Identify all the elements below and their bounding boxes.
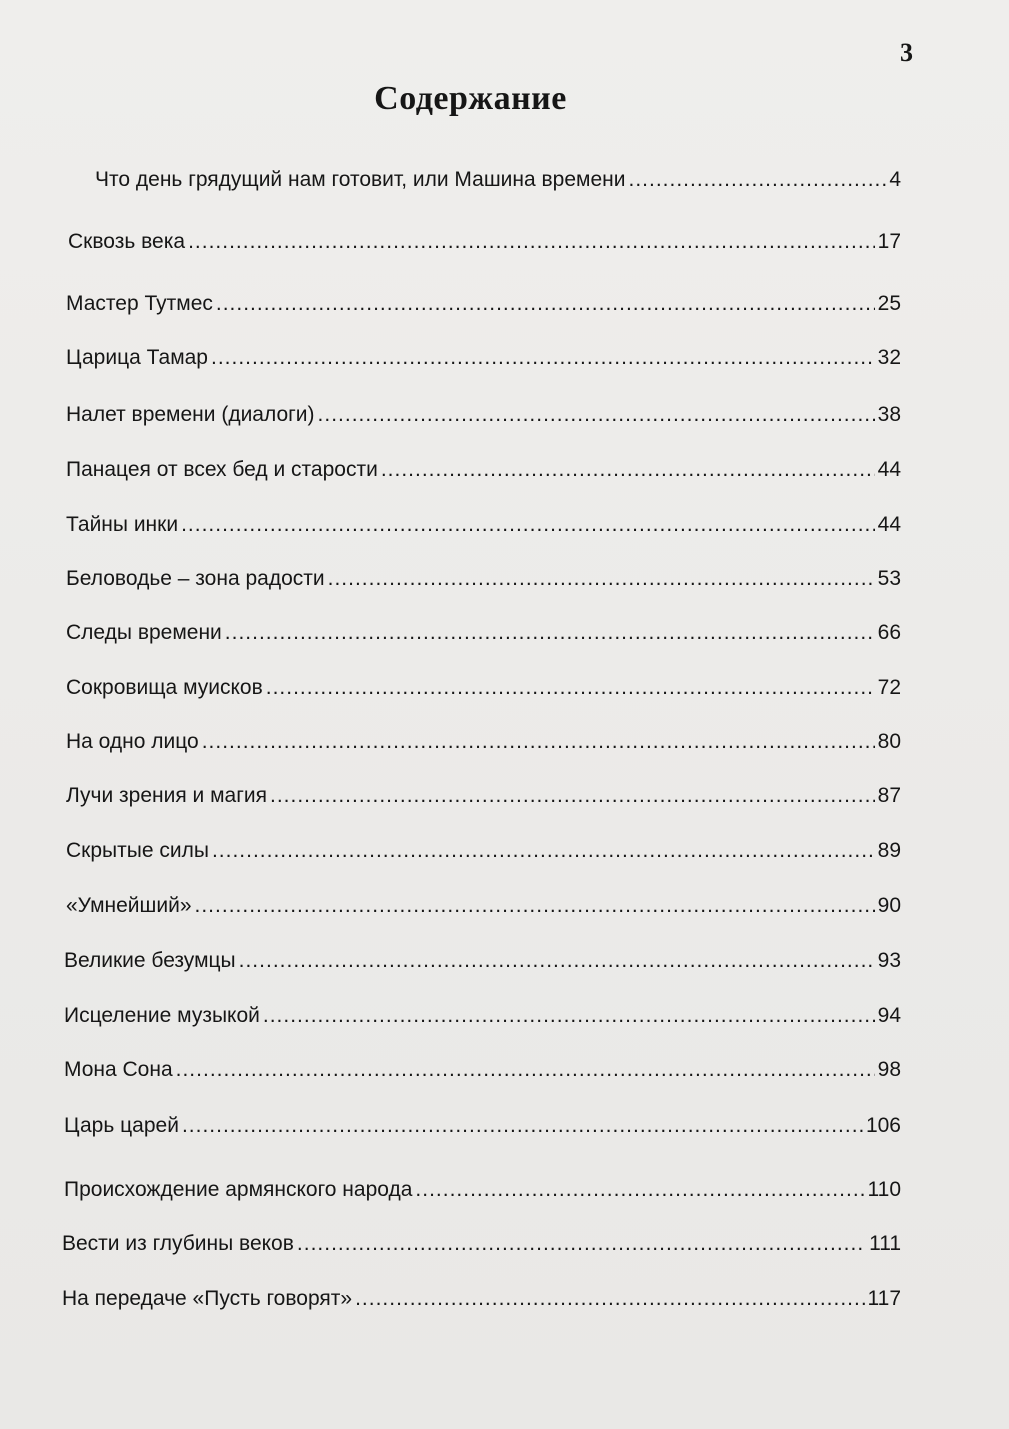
toc-entry-page: 111 <box>869 1232 901 1255</box>
toc-entry-title: Сквозь века <box>68 230 186 253</box>
toc-entry-title: Мона Сона <box>64 1058 173 1081</box>
toc-leader-dots <box>328 567 875 591</box>
toc-entry <box>95 156 901 192</box>
toc-entry <box>66 827 901 863</box>
toc-entry <box>66 555 901 591</box>
toc-entry-page: 89 <box>877 839 901 862</box>
toc-entry-title: Что день грядущий нам готовит, или Машина времени <box>95 168 626 191</box>
toc-entry <box>66 882 901 918</box>
toc-leader-dots <box>381 458 875 482</box>
toc-leader-dots <box>182 1114 863 1138</box>
toc-leader-dots <box>239 949 875 973</box>
toc-entry-title: Великие безумцы <box>64 949 236 972</box>
toc-entry-title: Происхождение армянского народа <box>64 1178 413 1201</box>
toc-entry-title: Вести из глубины веков <box>62 1232 294 1255</box>
toc-entry-title: Налет времени (диалоги) <box>66 403 315 426</box>
toc-leader-dots <box>195 894 875 918</box>
toc-entry-page: 110 <box>867 1178 901 1201</box>
toc-entry-title: «Умнейший» <box>66 894 192 917</box>
toc-leader-dots <box>181 513 875 537</box>
toc-entry-page: 87 <box>877 784 901 807</box>
toc-entry-title: Тайны инки <box>66 513 179 536</box>
toc-entry-page: 80 <box>877 730 901 753</box>
toc-entry <box>66 772 901 808</box>
toc-entry <box>68 218 901 254</box>
toc-entry-title: Панацея от всех бед и старости <box>66 458 378 481</box>
toc-entry-page: 90 <box>877 894 901 917</box>
toc-leader-dots <box>355 1287 864 1311</box>
toc-leader-dots <box>202 730 875 754</box>
toc-entry-page: 117 <box>867 1287 901 1310</box>
toc-leader-dots <box>216 292 875 316</box>
toc-entry-page: 44 <box>877 513 901 536</box>
toc-entry <box>62 1220 901 1256</box>
toc-entry-title: На одно лицо <box>66 730 199 753</box>
toc-entry-page: 94 <box>877 1004 901 1027</box>
toc-entry-title: Царь царей <box>64 1114 179 1137</box>
toc-entry-page: 66 <box>877 621 901 644</box>
toc-entry-page: 93 <box>877 949 901 972</box>
toc-entry-title: Лучи зрения и магия <box>66 784 267 807</box>
toc-entry <box>64 1046 901 1082</box>
toc-entry-title: Исцеление музыкой <box>64 1004 260 1027</box>
toc-leader-dots <box>270 784 875 808</box>
page-number: 3 <box>900 38 913 67</box>
toc-entry-page: 106 <box>865 1114 901 1137</box>
toc-entry-page: 38 <box>877 403 901 426</box>
toc-entry <box>64 1102 901 1138</box>
toc-leader-dots <box>318 403 875 427</box>
toc-entry-title: На передаче «Пусть говорят» <box>62 1287 353 1310</box>
toc-leader-dots <box>212 839 875 863</box>
toc-leader-dots <box>225 621 875 645</box>
toc-entry <box>66 280 901 316</box>
toc-entry-page: 4 <box>889 168 901 191</box>
toc-entry-title: Царица Тамар <box>66 346 208 369</box>
toc-entry-title: Мастер Тутмес <box>66 292 213 315</box>
toc-entry <box>66 664 901 700</box>
toc-entry-title: Следы времени <box>66 621 222 644</box>
toc-entry <box>66 334 901 370</box>
toc-entry <box>66 609 901 645</box>
toc-entry-page: 17 <box>877 230 901 253</box>
toc-entry-page: 53 <box>877 567 901 590</box>
toc-leader-dots <box>266 676 875 700</box>
toc-entry-page: 98 <box>877 1058 901 1081</box>
toc-entry <box>66 718 901 754</box>
toc-leader-dots <box>297 1232 866 1256</box>
toc-entry-page: 25 <box>877 292 901 315</box>
toc-entry <box>66 501 901 537</box>
toc-leader-dots <box>628 168 886 192</box>
toc-entry <box>62 1275 901 1311</box>
toc-entry-title: Беловодье – зона радости <box>66 567 325 590</box>
toc-leader-dots <box>211 346 875 370</box>
toc-entry-title: Скрытые силы <box>66 839 209 862</box>
toc-entry <box>66 391 901 427</box>
toc-entry-page: 72 <box>877 676 901 699</box>
toc-entry <box>64 1166 901 1202</box>
toc-entry-page: 44 <box>877 458 901 481</box>
toc-entry-title: Сокровища муисков <box>66 676 263 699</box>
toc-leader-dots <box>263 1004 875 1028</box>
toc-entry <box>64 937 901 973</box>
toc-entry <box>66 446 901 482</box>
toc-entry <box>64 992 901 1028</box>
toc-leader-dots <box>415 1178 864 1202</box>
toc-leader-dots <box>176 1058 875 1082</box>
toc-entry-page: 32 <box>877 346 901 369</box>
toc-leader-dots <box>188 230 875 254</box>
page-title: Содержание <box>374 80 567 117</box>
